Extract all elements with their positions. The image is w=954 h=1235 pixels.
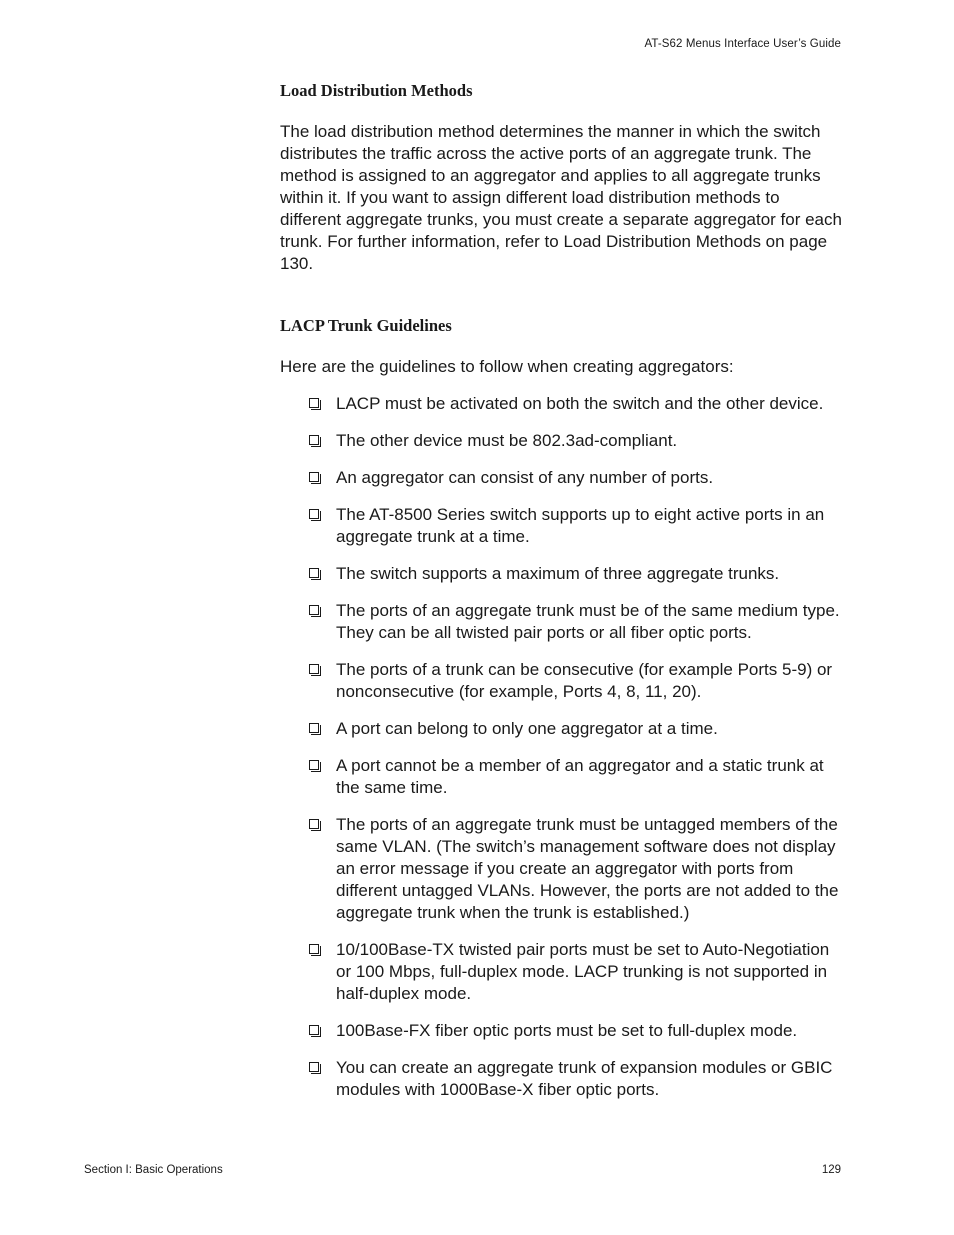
list-item-text: The ports of an aggregate trunk must be untagged members of the same VLAN. (The switch’s management software does not display an error message if you create an aggregator with ports from different untagged VLANs. However, the ports are not added to the aggregate trunk when the trunk is established.) bbox=[336, 815, 839, 922]
checkbox-icon bbox=[309, 819, 319, 829]
checkbox-icon bbox=[309, 398, 319, 408]
list-item-text: The AT-8500 Series switch supports up to eight active ports in an aggregate trunk at a time. bbox=[336, 505, 825, 546]
list-item-text: 100Base-FX fiber optic ports must be set to full-duplex mode. bbox=[336, 1021, 798, 1040]
checkbox-icon bbox=[309, 664, 319, 674]
list-item bbox=[280, 718, 845, 740]
lacp-guidelines-heading: LACP Trunk Guidelines bbox=[280, 316, 452, 335]
lacp-guidelines-intro: Here are the guidelines to follow when creating aggregators: bbox=[280, 357, 734, 376]
list-item bbox=[280, 1057, 845, 1101]
list-item-text: An aggregator can consist of any number of ports. bbox=[336, 468, 714, 487]
checkbox-icon bbox=[309, 472, 319, 482]
checkbox-icon bbox=[309, 605, 319, 615]
load-distribution-heading: Load Distribution Methods bbox=[280, 81, 473, 100]
list-item-text: A port cannot be a member of an aggregator and a static trunk at the same time. bbox=[336, 756, 824, 797]
list-item bbox=[280, 430, 845, 452]
list-item-text: A port can belong to only one aggregator at a time. bbox=[336, 719, 718, 738]
list-item bbox=[280, 393, 845, 415]
checkbox-icon bbox=[309, 1062, 319, 1072]
list-item bbox=[280, 755, 845, 799]
list-item bbox=[280, 504, 845, 548]
checkbox-icon bbox=[309, 944, 319, 954]
running-header: AT-S62 Menus Interface User’s Guide bbox=[644, 38, 841, 50]
list-item bbox=[280, 1020, 845, 1042]
list-item-text: The ports of a trunk can be consecutive (for example Ports 5-9) or nonconsecutive (for example, Ports 4, 8, 11, 20). bbox=[336, 660, 833, 701]
checkbox-icon bbox=[309, 509, 319, 519]
checkbox-icon bbox=[309, 1025, 319, 1035]
footer-section-label: Section I: Basic Operations bbox=[84, 1164, 223, 1176]
list-item-text: You can create an aggregate trunk of expansion modules or GBIC modules with 1000Base-X fiber optic ports. bbox=[336, 1058, 833, 1099]
checkbox-icon bbox=[309, 723, 319, 733]
list-item-text: 10/100Base-TX twisted pair ports must be set to Auto-Negotiation or 100 Mbps, full-duplex mode. LACP trunking is not supported in half-duplex mode. bbox=[336, 940, 830, 1003]
list-item-text: The other device must be 802.3ad-compliant. bbox=[336, 431, 678, 450]
list-item bbox=[280, 814, 845, 924]
page-number: 129 bbox=[821, 1164, 841, 1176]
list-item bbox=[280, 563, 845, 585]
list-item-text: LACP must be activated on both the switch and the other device. bbox=[336, 394, 824, 413]
guidelines-list bbox=[280, 393, 845, 1101]
checkbox-icon bbox=[309, 435, 319, 445]
list-item-text: The switch supports a maximum of three aggregate trunks. bbox=[336, 564, 780, 583]
list-item bbox=[280, 467, 845, 489]
list-item-text: The ports of an aggregate trunk must be of the same medium type. They can be all twisted pair ports or all fiber optic ports. bbox=[336, 601, 840, 642]
list-item bbox=[280, 600, 845, 644]
load-distribution-paragraph: The load distribution method determines the manner in which the switch distributes the traffic across the active ports of an aggregate trunk. The method is assigned to an aggregator and applies to all aggregate trunks within it. If you want to assign different load distribution methods to different aggregate trunks, you must create a separate aggregator for each trunk. For further information, refer to Load Distribution Methods on page 130. bbox=[280, 122, 842, 273]
page-content bbox=[280, 80, 845, 1116]
list-item bbox=[280, 939, 845, 1005]
list-item bbox=[280, 659, 845, 703]
checkbox-icon bbox=[309, 568, 319, 578]
checkbox-icon bbox=[309, 760, 319, 770]
